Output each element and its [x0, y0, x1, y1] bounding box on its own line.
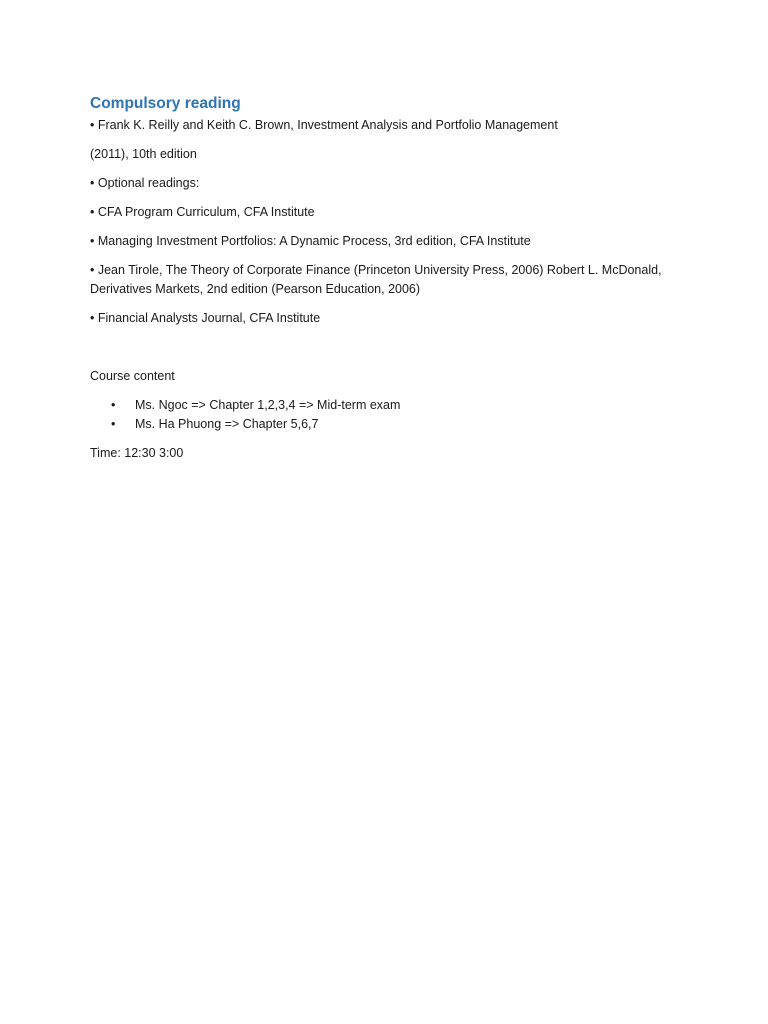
course-content-list	[90, 396, 680, 434]
time-line: Time: 12:30 3:00	[90, 446, 184, 460]
reading-item-reilly-edition: (2011), 10th edition	[90, 147, 197, 161]
blank-line	[90, 338, 680, 367]
course-content-label: Course content	[90, 369, 175, 383]
document-page	[90, 94, 680, 473]
list-item	[90, 396, 680, 415]
bullet-icon: •	[111, 398, 116, 412]
optional-readings-label: • Optional readings:	[90, 176, 200, 190]
reading-item-cfa-curriculum: • CFA Program Curriculum, CFA Institute	[90, 205, 315, 219]
list-item	[90, 415, 680, 434]
bullet-icon: •	[111, 417, 116, 431]
section-heading: Compulsory reading	[90, 95, 241, 112]
reading-item-faj: • Financial Analysts Journal, CFA Institute	[90, 311, 321, 325]
list-item-text: Ms. Ngoc => Chapter 1,2,3,4 => Mid-term exam	[135, 398, 401, 412]
reading-item-tirole-mcdonald: • Jean Tirole, The Theory of Corporate Finance (Princeton University Press, 2006) Robert L. McDonald, Derivatives Markets, 2nd edition (Pearson Education, 2006)	[90, 263, 662, 296]
reading-item-reilly: • Frank K. Reilly and Keith C. Brown, Investment Analysis and Portfolio Management	[90, 118, 558, 132]
reading-item-managing-portfolios: • Managing Investment Portfolios: A Dynamic Process, 3rd edition, CFA Institute	[90, 234, 531, 248]
list-item-text: Ms. Ha Phuong => Chapter 5,6,7	[135, 417, 319, 431]
